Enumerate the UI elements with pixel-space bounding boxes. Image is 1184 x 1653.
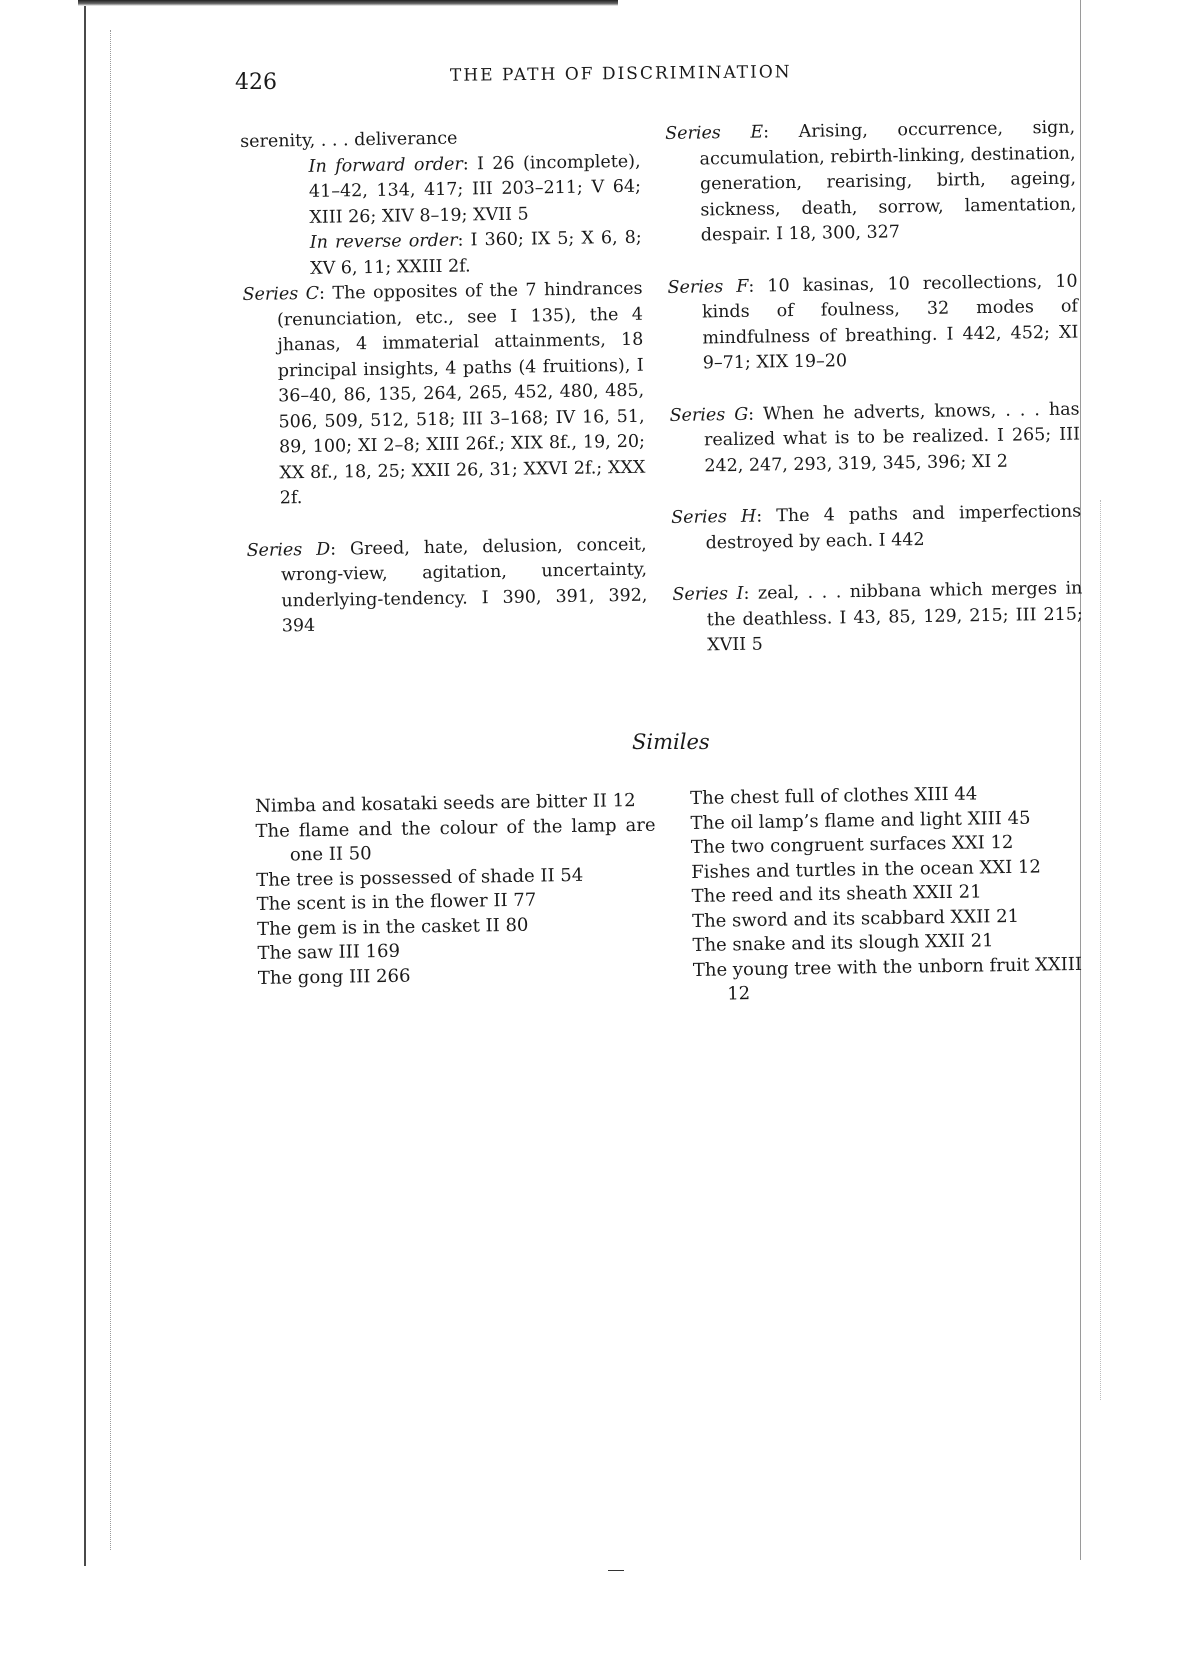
similes-column-left (255, 789, 658, 991)
simile-item: The scent is in the flower II 77 (256, 889, 537, 915)
series-c-text: : The opposites of the 7 hindrances (renunciation, etc., see I 135), the 4 jhanas, 4 immaterial attainments, 18 principal insights, 4 paths (4 fruitions), I 36–40, 86, 135, 264, 265, 452, 480, 485, 506, 509, 512, 518; III 3–168; IV 16, 51, 89, 100; XI 2–8; XIII 26f.; XIX 8f., 19, 20; XX 8f., 18, 25; XXII 26, 31; XXVI 2f.; XXX 2f. (276, 278, 646, 509)
simile-item: Fishes and turtles in the ocean XXI 12 (691, 856, 1042, 883)
series-g-entry (669, 397, 1080, 480)
continuation-text: serenity, . . . deliverance (240, 128, 458, 152)
simile-item: The reed and its sheath XXII 21 (691, 881, 982, 907)
scan-edge-top (78, 0, 618, 6)
series-e-text: : Arising, occurrence, sign, accumulation, rebirth-linking, destination, generation, rearising, birth, ageing, sickness, death, sorrow, lamentation, despair. I 18, 300, 327 (699, 117, 1077, 246)
simile-item: The gong III 266 (257, 965, 411, 989)
series-i-label: Series I (672, 583, 744, 605)
simile-item: The flame and the colour of the lamp are one II 50 (255, 814, 656, 866)
simile-item: The saw III 169 (257, 940, 401, 964)
series-g-text: : When he adverts, knows, . . . has realized what is to be realized. I 265; III 242, 247, 293, 319, 345, 396; XI 2 (703, 399, 1081, 476)
similes-column-right (690, 781, 1093, 1008)
page-number: 426 (235, 70, 277, 95)
series-f-entry (667, 269, 1079, 377)
series-i-text: : zeal, . . . nibbana which merges in the deathless. I 43, 85, 129, 215; III 215; XVII 5 (706, 578, 1083, 656)
scan-edge-left-dotted (110, 30, 111, 1550)
series-f-text: : 10 kasinas, 10 recollections, 10 kinds of foulness, 32 modes of mindfulness of breathing. I 442, 452; XI 9–71; XIX 19–20 (701, 271, 1079, 374)
series-c-entry (242, 277, 646, 513)
series-i-entry (672, 577, 1083, 660)
simile-item: The two congruent surfaces XXI 12 (690, 831, 1014, 858)
forward-order-label: In forward order (308, 154, 463, 177)
series-h-entry (671, 500, 1082, 557)
forward-order-refs: : I 26 (incomplete), 41–42, 134, 417; III 203–211; V 64; XIII 26; XIV 8–19; XVII 5 (308, 151, 642, 228)
index-column-right (665, 116, 1084, 686)
scan-edge-left (84, 6, 86, 1566)
series-d-text: : Greed, hate, delusion, conceit, wrong-view, agitation, uncertainty, underlying-tendency. I 390, 391, 392, 394 (280, 534, 648, 637)
simile-item: The snake and its slough XXII 21 (692, 930, 994, 956)
simile-item: The tree is possessed of shade II 54 (256, 864, 584, 891)
series-e-entry (665, 116, 1077, 250)
series-d-entry (246, 532, 648, 640)
simile-item: The oil lamp’s flame and light XIII 45 (690, 807, 1031, 834)
bottom-dash-mark (608, 1570, 624, 1571)
simile-item: The gem is in the casket II 80 (256, 914, 529, 940)
reverse-order-refs: : I 360; IX 5; X 6, 8; XV 6, 11; XXIII 2f. (310, 227, 642, 279)
reverse-order-label: In reverse order (309, 230, 458, 253)
index-column-left (240, 124, 648, 667)
running-head: THE PATH OF DISCRIMINATION (449, 62, 792, 86)
series-h-text: : The 4 paths and imperfections destroyed by each. I 442 (705, 501, 1082, 553)
simile-item: Nimba and kosataki seeds are bitter II 12 (255, 790, 636, 817)
scan-edge-right-dotted (1100, 500, 1101, 1400)
simile-item: The chest full of clothes XIII 44 (690, 783, 978, 809)
series-f-label: Series F (667, 276, 749, 298)
forward-order-line (274, 149, 641, 231)
simile-item: The sword and its scabbard XXII 21 (691, 905, 1020, 932)
series-g-label: Series G (669, 404, 749, 426)
series-d-label: Series D (246, 539, 331, 561)
reverse-order-line (276, 226, 643, 283)
simile-item: The young tree with the unborn fruit XXIII 12 (692, 953, 1083, 1005)
series-e-label: Series E (665, 122, 764, 144)
series-h-label: Series H (671, 506, 757, 528)
continuation-entry (240, 124, 642, 283)
series-c-label: Series C (242, 283, 320, 305)
similes-heading: Similes (632, 730, 710, 754)
